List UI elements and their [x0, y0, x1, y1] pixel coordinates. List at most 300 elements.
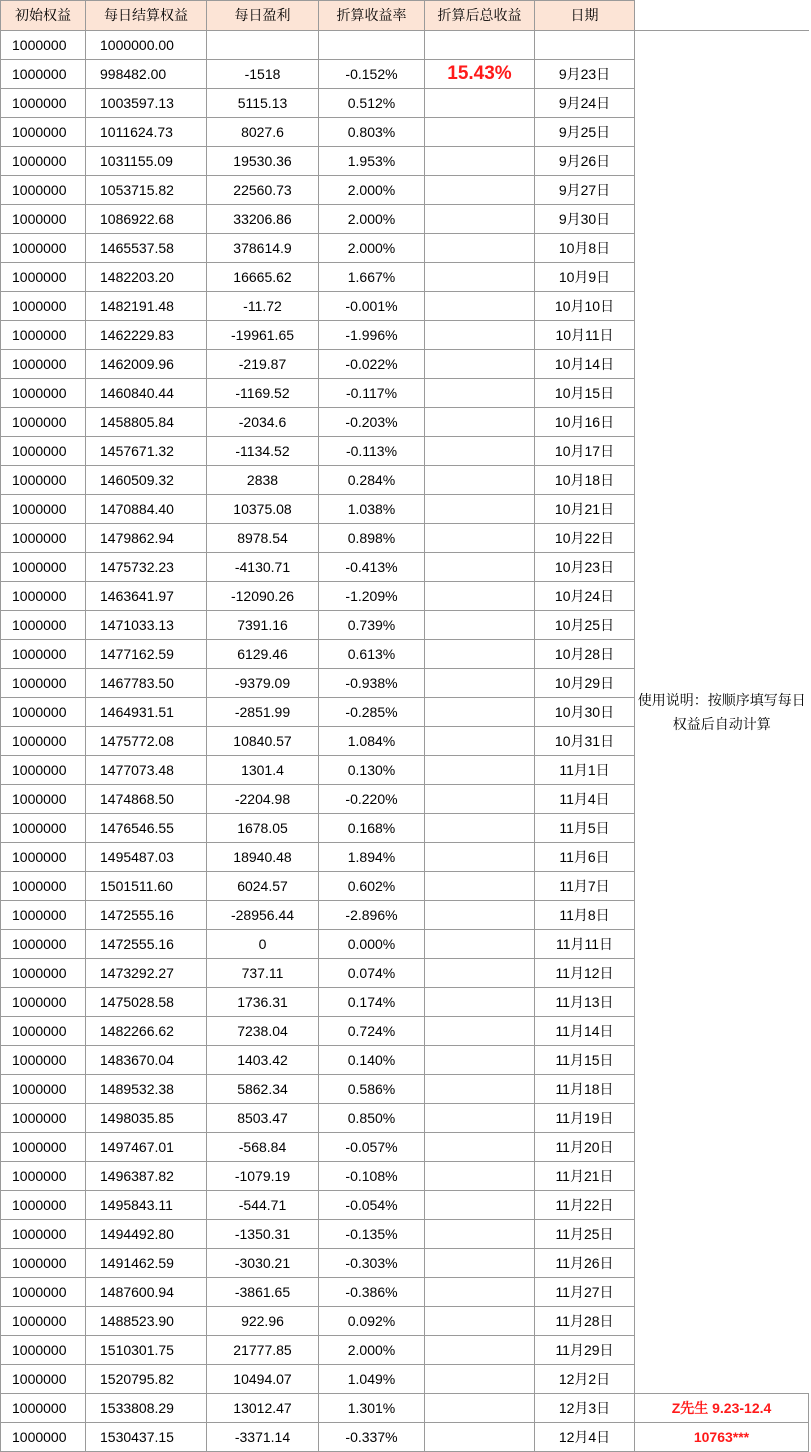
date-cell[interactable]: 10月8日: [535, 234, 635, 263]
column-header-4[interactable]: 折算后总收益: [425, 1, 535, 31]
daily-profit-cell[interactable]: 13012.47: [207, 1394, 319, 1423]
total-return-cell[interactable]: [425, 205, 535, 234]
return-rate-cell[interactable]: 0.140%: [319, 1046, 425, 1075]
settle-equity-cell[interactable]: 1472555.16: [86, 901, 207, 930]
return-rate-cell[interactable]: 1.049%: [319, 1365, 425, 1394]
initial-equity-cell[interactable]: 1000000: [1, 31, 86, 60]
total-return-cell[interactable]: [425, 379, 535, 408]
total-return-cell[interactable]: [425, 1365, 535, 1394]
daily-profit-cell[interactable]: 18940.48: [207, 843, 319, 872]
total-return-cell[interactable]: [425, 1075, 535, 1104]
date-cell[interactable]: 10月24日: [535, 582, 635, 611]
total-return-cell[interactable]: [425, 292, 535, 321]
settle-equity-cell[interactable]: 1520795.82: [86, 1365, 207, 1394]
daily-profit-cell[interactable]: -219.87: [207, 350, 319, 379]
daily-profit-cell[interactable]: 33206.86: [207, 205, 319, 234]
daily-profit-cell[interactable]: -3030.21: [207, 1249, 319, 1278]
daily-profit-cell[interactable]: 8503.47: [207, 1104, 319, 1133]
settle-equity-cell[interactable]: 1471033.13: [86, 611, 207, 640]
date-cell[interactable]: 10月15日: [535, 379, 635, 408]
daily-profit-cell[interactable]: -19961.65: [207, 321, 319, 350]
total-return-cell[interactable]: [425, 1423, 535, 1452]
settle-equity-cell[interactable]: 1495843.11: [86, 1191, 207, 1220]
total-return-cell[interactable]: [425, 1104, 535, 1133]
initial-equity-cell[interactable]: 1000000: [1, 466, 86, 495]
initial-equity-cell[interactable]: 1000000: [1, 495, 86, 524]
return-rate-cell[interactable]: -0.108%: [319, 1162, 425, 1191]
side-column-header[interactable]: [635, 1, 809, 31]
date-cell[interactable]: 10月17日: [535, 437, 635, 466]
total-return-cell[interactable]: [425, 524, 535, 553]
initial-equity-cell[interactable]: 1000000: [1, 1133, 86, 1162]
column-header-5[interactable]: 日期: [535, 1, 635, 31]
return-rate-cell[interactable]: -0.220%: [319, 785, 425, 814]
daily-profit-cell[interactable]: 7391.16: [207, 611, 319, 640]
daily-profit-cell[interactable]: 737.11: [207, 959, 319, 988]
daily-profit-cell[interactable]: 6129.46: [207, 640, 319, 669]
initial-equity-cell[interactable]: 1000000: [1, 263, 86, 292]
return-rate-cell[interactable]: -0.135%: [319, 1220, 425, 1249]
initial-equity-cell[interactable]: 1000000: [1, 727, 86, 756]
date-cell[interactable]: 10月28日: [535, 640, 635, 669]
daily-profit-cell[interactable]: -12090.26: [207, 582, 319, 611]
column-header-0[interactable]: 初始权益: [1, 1, 86, 31]
return-rate-cell[interactable]: -0.054%: [319, 1191, 425, 1220]
return-rate-cell[interactable]: -0.057%: [319, 1133, 425, 1162]
initial-equity-cell[interactable]: 1000000: [1, 205, 86, 234]
initial-equity-cell[interactable]: 1000000: [1, 1249, 86, 1278]
date-cell[interactable]: 11月18日: [535, 1075, 635, 1104]
date-cell[interactable]: 11月7日: [535, 872, 635, 901]
total-return-cell[interactable]: [425, 930, 535, 959]
date-cell[interactable]: 11月15日: [535, 1046, 635, 1075]
date-cell[interactable]: 10月31日: [535, 727, 635, 756]
date-cell[interactable]: 9月23日: [535, 60, 635, 89]
settle-equity-cell[interactable]: 1011624.73: [86, 118, 207, 147]
settle-equity-cell[interactable]: 1489532.38: [86, 1075, 207, 1104]
total-return-cell[interactable]: [425, 582, 535, 611]
initial-equity-cell[interactable]: 1000000: [1, 553, 86, 582]
daily-profit-cell[interactable]: 8027.6: [207, 118, 319, 147]
return-rate-cell[interactable]: -0.386%: [319, 1278, 425, 1307]
settle-equity-cell[interactable]: 1487600.94: [86, 1278, 207, 1307]
date-cell[interactable]: 9月26日: [535, 147, 635, 176]
settle-equity-cell[interactable]: 1482191.48: [86, 292, 207, 321]
settle-equity-cell[interactable]: 1458805.84: [86, 408, 207, 437]
settle-equity-cell[interactable]: 1491462.59: [86, 1249, 207, 1278]
initial-equity-cell[interactable]: 1000000: [1, 1336, 86, 1365]
total-return-cell[interactable]: [425, 466, 535, 495]
settle-equity-cell[interactable]: 1475028.58: [86, 988, 207, 1017]
daily-profit-cell[interactable]: 1301.4: [207, 756, 319, 785]
initial-equity-cell[interactable]: 1000000: [1, 1220, 86, 1249]
date-cell[interactable]: 9月25日: [535, 118, 635, 147]
column-header-1[interactable]: 每日结算权益: [86, 1, 207, 31]
settle-equity-cell[interactable]: 1533808.29: [86, 1394, 207, 1423]
total-return-cell[interactable]: [425, 350, 535, 379]
total-return-cell[interactable]: [425, 872, 535, 901]
return-rate-cell[interactable]: 0.130%: [319, 756, 425, 785]
return-rate-cell[interactable]: 0.613%: [319, 640, 425, 669]
daily-profit-cell[interactable]: 1736.31: [207, 988, 319, 1017]
return-rate-cell[interactable]: 0.739%: [319, 611, 425, 640]
total-return-cell[interactable]: [425, 31, 535, 60]
date-cell[interactable]: 10月16日: [535, 408, 635, 437]
daily-profit-cell[interactable]: -9379.09: [207, 669, 319, 698]
daily-profit-cell[interactable]: 21777.85: [207, 1336, 319, 1365]
daily-profit-cell[interactable]: -3371.14: [207, 1423, 319, 1452]
daily-profit-cell[interactable]: -1350.31: [207, 1220, 319, 1249]
daily-profit-cell[interactable]: 378614.9: [207, 234, 319, 263]
return-rate-cell[interactable]: 1.894%: [319, 843, 425, 872]
settle-equity-cell[interactable]: 1497467.01: [86, 1133, 207, 1162]
total-return-cell[interactable]: [425, 553, 535, 582]
settle-equity-cell[interactable]: 1000000.00: [86, 31, 207, 60]
column-header-3[interactable]: 折算收益率: [319, 1, 425, 31]
daily-profit-cell[interactable]: -4130.71: [207, 553, 319, 582]
date-cell[interactable]: [535, 31, 635, 60]
total-return-cell[interactable]: [425, 756, 535, 785]
date-cell[interactable]: 9月30日: [535, 205, 635, 234]
daily-profit-cell[interactable]: 5862.34: [207, 1075, 319, 1104]
daily-profit-cell[interactable]: -2204.98: [207, 785, 319, 814]
total-return-value[interactable]: 15.43%: [425, 60, 535, 89]
settle-equity-cell[interactable]: 1475732.23: [86, 553, 207, 582]
total-return-cell[interactable]: [425, 437, 535, 466]
total-return-cell[interactable]: [425, 321, 535, 350]
return-rate-cell[interactable]: 1.038%: [319, 495, 425, 524]
total-return-cell[interactable]: [425, 611, 535, 640]
total-return-cell[interactable]: [425, 1278, 535, 1307]
total-return-cell[interactable]: [425, 959, 535, 988]
usage-note[interactable]: 使用说明：按顺序填写每日权益后自动计算: [635, 31, 809, 1394]
settle-equity-cell[interactable]: 1053715.82: [86, 176, 207, 205]
return-rate-cell[interactable]: 0.850%: [319, 1104, 425, 1133]
total-return-cell[interactable]: [425, 1336, 535, 1365]
settle-equity-cell[interactable]: 1463641.97: [86, 582, 207, 611]
date-cell[interactable]: 10月29日: [535, 669, 635, 698]
daily-profit-cell[interactable]: 5115.13: [207, 89, 319, 118]
total-return-cell[interactable]: [425, 640, 535, 669]
initial-equity-cell[interactable]: 1000000: [1, 1104, 86, 1133]
date-cell[interactable]: 11月28日: [535, 1307, 635, 1336]
date-cell[interactable]: 11月21日: [535, 1162, 635, 1191]
settle-equity-cell[interactable]: 1483670.04: [86, 1046, 207, 1075]
author-tag[interactable]: Z先生 9.23-12.4: [635, 1394, 809, 1423]
initial-equity-cell[interactable]: 1000000: [1, 524, 86, 553]
settle-equity-cell[interactable]: 1473292.27: [86, 959, 207, 988]
total-return-cell[interactable]: [425, 234, 535, 263]
initial-equity-cell[interactable]: 1000000: [1, 1017, 86, 1046]
date-cell[interactable]: 10月22日: [535, 524, 635, 553]
return-rate-cell[interactable]: -1.996%: [319, 321, 425, 350]
date-cell[interactable]: 11月20日: [535, 1133, 635, 1162]
return-rate-cell[interactable]: 0.512%: [319, 89, 425, 118]
initial-equity-cell[interactable]: 1000000: [1, 640, 86, 669]
settle-equity-cell[interactable]: 1482266.62: [86, 1017, 207, 1046]
return-rate-cell[interactable]: 0.803%: [319, 118, 425, 147]
account-id[interactable]: 10763***: [635, 1423, 809, 1452]
total-return-cell[interactable]: [425, 843, 535, 872]
date-cell[interactable]: 11月4日: [535, 785, 635, 814]
total-return-cell[interactable]: [425, 814, 535, 843]
date-cell[interactable]: 10月14日: [535, 350, 635, 379]
initial-equity-cell[interactable]: 1000000: [1, 118, 86, 147]
daily-profit-cell[interactable]: -544.71: [207, 1191, 319, 1220]
date-cell[interactable]: 11月29日: [535, 1336, 635, 1365]
return-rate-cell[interactable]: -0.337%: [319, 1423, 425, 1452]
date-cell[interactable]: 11月8日: [535, 901, 635, 930]
return-rate-cell[interactable]: -1.209%: [319, 582, 425, 611]
initial-equity-cell[interactable]: 1000000: [1, 89, 86, 118]
date-cell[interactable]: 10月23日: [535, 553, 635, 582]
return-rate-cell[interactable]: 1.667%: [319, 263, 425, 292]
return-rate-cell[interactable]: 1.084%: [319, 727, 425, 756]
return-rate-cell[interactable]: 0.168%: [319, 814, 425, 843]
total-return-cell[interactable]: [425, 1162, 535, 1191]
daily-profit-cell[interactable]: 6024.57: [207, 872, 319, 901]
date-cell[interactable]: 11月19日: [535, 1104, 635, 1133]
settle-equity-cell[interactable]: 1462009.96: [86, 350, 207, 379]
daily-profit-cell[interactable]: -1169.52: [207, 379, 319, 408]
daily-profit-cell[interactable]: 1678.05: [207, 814, 319, 843]
return-rate-cell[interactable]: -0.152%: [319, 60, 425, 89]
initial-equity-cell[interactable]: 1000000: [1, 988, 86, 1017]
return-rate-cell[interactable]: 0.174%: [319, 988, 425, 1017]
settle-equity-cell[interactable]: 1495487.03: [86, 843, 207, 872]
date-cell[interactable]: 10月18日: [535, 466, 635, 495]
date-cell[interactable]: 11月13日: [535, 988, 635, 1017]
settle-equity-cell[interactable]: 1003597.13: [86, 89, 207, 118]
date-cell[interactable]: 11月26日: [535, 1249, 635, 1278]
initial-equity-cell[interactable]: 1000000: [1, 1423, 86, 1452]
return-rate-cell[interactable]: -0.203%: [319, 408, 425, 437]
date-cell[interactable]: 11月22日: [535, 1191, 635, 1220]
date-cell[interactable]: 12月3日: [535, 1394, 635, 1423]
date-cell[interactable]: 11月1日: [535, 756, 635, 785]
daily-profit-cell[interactable]: 19530.36: [207, 147, 319, 176]
settle-equity-cell[interactable]: 1467783.50: [86, 669, 207, 698]
total-return-cell[interactable]: [425, 988, 535, 1017]
initial-equity-cell[interactable]: 1000000: [1, 321, 86, 350]
total-return-cell[interactable]: [425, 495, 535, 524]
initial-equity-cell[interactable]: 1000000: [1, 698, 86, 727]
date-cell[interactable]: 9月27日: [535, 176, 635, 205]
return-rate-cell[interactable]: 0.074%: [319, 959, 425, 988]
column-header-2[interactable]: 每日盈利: [207, 1, 319, 31]
settle-equity-cell[interactable]: 1496387.82: [86, 1162, 207, 1191]
settle-equity-cell[interactable]: 1472555.16: [86, 930, 207, 959]
return-rate-cell[interactable]: 0.724%: [319, 1017, 425, 1046]
settle-equity-cell[interactable]: 1530437.15: [86, 1423, 207, 1452]
settle-equity-cell[interactable]: 1475772.08: [86, 727, 207, 756]
daily-profit-cell[interactable]: 2838: [207, 466, 319, 495]
initial-equity-cell[interactable]: 1000000: [1, 959, 86, 988]
total-return-cell[interactable]: [425, 1046, 535, 1075]
return-rate-cell[interactable]: -0.117%: [319, 379, 425, 408]
total-return-cell[interactable]: [425, 263, 535, 292]
daily-profit-cell[interactable]: -568.84: [207, 1133, 319, 1162]
date-cell[interactable]: 12月4日: [535, 1423, 635, 1452]
total-return-cell[interactable]: [425, 408, 535, 437]
return-rate-cell[interactable]: 2.000%: [319, 234, 425, 263]
settle-equity-cell[interactable]: 1501511.60: [86, 872, 207, 901]
return-rate-cell[interactable]: 0.092%: [319, 1307, 425, 1336]
daily-profit-cell[interactable]: -11.72: [207, 292, 319, 321]
date-cell[interactable]: 10月21日: [535, 495, 635, 524]
initial-equity-cell[interactable]: 1000000: [1, 176, 86, 205]
total-return-cell[interactable]: [425, 118, 535, 147]
daily-profit-cell[interactable]: 922.96: [207, 1307, 319, 1336]
initial-equity-cell[interactable]: 1000000: [1, 930, 86, 959]
initial-equity-cell[interactable]: 1000000: [1, 437, 86, 466]
return-rate-cell[interactable]: 2.000%: [319, 1336, 425, 1365]
initial-equity-cell[interactable]: 1000000: [1, 408, 86, 437]
date-cell[interactable]: 10月25日: [535, 611, 635, 640]
total-return-cell[interactable]: [425, 901, 535, 930]
return-rate-cell[interactable]: -2.896%: [319, 901, 425, 930]
date-cell[interactable]: 10月9日: [535, 263, 635, 292]
total-return-cell[interactable]: [425, 727, 535, 756]
return-rate-cell[interactable]: 1.301%: [319, 1394, 425, 1423]
daily-profit-cell[interactable]: 7238.04: [207, 1017, 319, 1046]
settle-equity-cell[interactable]: 1031155.09: [86, 147, 207, 176]
date-cell[interactable]: 9月24日: [535, 89, 635, 118]
date-cell[interactable]: 11月12日: [535, 959, 635, 988]
daily-profit-cell[interactable]: -2034.6: [207, 408, 319, 437]
total-return-cell[interactable]: [425, 1017, 535, 1046]
date-cell[interactable]: 10月30日: [535, 698, 635, 727]
settle-equity-cell[interactable]: 1465537.58: [86, 234, 207, 263]
settle-equity-cell[interactable]: 1479862.94: [86, 524, 207, 553]
total-return-cell[interactable]: [425, 1133, 535, 1162]
initial-equity-cell[interactable]: 1000000: [1, 60, 86, 89]
return-rate-cell[interactable]: 0.586%: [319, 1075, 425, 1104]
daily-profit-cell[interactable]: -1079.19: [207, 1162, 319, 1191]
initial-equity-cell[interactable]: 1000000: [1, 292, 86, 321]
date-cell[interactable]: 10月11日: [535, 321, 635, 350]
daily-profit-cell[interactable]: 10375.08: [207, 495, 319, 524]
initial-equity-cell[interactable]: 1000000: [1, 1046, 86, 1075]
date-cell[interactable]: 11月25日: [535, 1220, 635, 1249]
daily-profit-cell[interactable]: -2851.99: [207, 698, 319, 727]
daily-profit-cell[interactable]: 16665.62: [207, 263, 319, 292]
settle-equity-cell[interactable]: 1474868.50: [86, 785, 207, 814]
daily-profit-cell[interactable]: 8978.54: [207, 524, 319, 553]
settle-equity-cell[interactable]: 998482.00: [86, 60, 207, 89]
return-rate-cell[interactable]: -0.113%: [319, 437, 425, 466]
settle-equity-cell[interactable]: 1482203.20: [86, 263, 207, 292]
initial-equity-cell[interactable]: 1000000: [1, 901, 86, 930]
settle-equity-cell[interactable]: 1460509.32: [86, 466, 207, 495]
settle-equity-cell[interactable]: 1488523.90: [86, 1307, 207, 1336]
daily-profit-cell[interactable]: -3861.65: [207, 1278, 319, 1307]
settle-equity-cell[interactable]: 1470884.40: [86, 495, 207, 524]
date-cell[interactable]: 12月2日: [535, 1365, 635, 1394]
initial-equity-cell[interactable]: 1000000: [1, 843, 86, 872]
return-rate-cell[interactable]: -0.285%: [319, 698, 425, 727]
initial-equity-cell[interactable]: 1000000: [1, 669, 86, 698]
initial-equity-cell[interactable]: 1000000: [1, 1365, 86, 1394]
return-rate-cell[interactable]: 0.000%: [319, 930, 425, 959]
total-return-cell[interactable]: [425, 147, 535, 176]
total-return-cell[interactable]: [425, 1249, 535, 1278]
total-return-cell[interactable]: [425, 785, 535, 814]
return-rate-cell[interactable]: -0.022%: [319, 350, 425, 379]
initial-equity-cell[interactable]: 1000000: [1, 1278, 86, 1307]
settle-equity-cell[interactable]: 1476546.55: [86, 814, 207, 843]
settle-equity-cell[interactable]: 1464931.51: [86, 698, 207, 727]
daily-profit-cell[interactable]: 0: [207, 930, 319, 959]
daily-profit-cell[interactable]: -1134.52: [207, 437, 319, 466]
date-cell[interactable]: 11月6日: [535, 843, 635, 872]
initial-equity-cell[interactable]: 1000000: [1, 611, 86, 640]
return-rate-cell[interactable]: [319, 31, 425, 60]
settle-equity-cell[interactable]: 1498035.85: [86, 1104, 207, 1133]
daily-profit-cell[interactable]: 1403.42: [207, 1046, 319, 1075]
settle-equity-cell[interactable]: 1086922.68: [86, 205, 207, 234]
settle-equity-cell[interactable]: 1457671.32: [86, 437, 207, 466]
date-cell[interactable]: 10月10日: [535, 292, 635, 321]
total-return-cell[interactable]: [425, 1307, 535, 1336]
initial-equity-cell[interactable]: 1000000: [1, 350, 86, 379]
total-return-cell[interactable]: [425, 1394, 535, 1423]
settle-equity-cell[interactable]: 1460840.44: [86, 379, 207, 408]
initial-equity-cell[interactable]: 1000000: [1, 1075, 86, 1104]
settle-equity-cell[interactable]: 1462229.83: [86, 321, 207, 350]
return-rate-cell[interactable]: 0.284%: [319, 466, 425, 495]
total-return-cell[interactable]: [425, 1220, 535, 1249]
return-rate-cell[interactable]: -0.001%: [319, 292, 425, 321]
initial-equity-cell[interactable]: 1000000: [1, 785, 86, 814]
return-rate-cell[interactable]: -0.938%: [319, 669, 425, 698]
initial-equity-cell[interactable]: 1000000: [1, 1307, 86, 1336]
initial-equity-cell[interactable]: 1000000: [1, 234, 86, 263]
date-cell[interactable]: 11月14日: [535, 1017, 635, 1046]
settle-equity-cell[interactable]: 1477073.48: [86, 756, 207, 785]
date-cell[interactable]: 11月11日: [535, 930, 635, 959]
return-rate-cell[interactable]: 0.898%: [319, 524, 425, 553]
daily-profit-cell[interactable]: 10494.07: [207, 1365, 319, 1394]
initial-equity-cell[interactable]: 1000000: [1, 147, 86, 176]
initial-equity-cell[interactable]: 1000000: [1, 1191, 86, 1220]
total-return-cell[interactable]: [425, 89, 535, 118]
settle-equity-cell[interactable]: 1510301.75: [86, 1336, 207, 1365]
settle-equity-cell[interactable]: 1477162.59: [86, 640, 207, 669]
return-rate-cell[interactable]: 2.000%: [319, 205, 425, 234]
return-rate-cell[interactable]: 1.953%: [319, 147, 425, 176]
daily-profit-cell[interactable]: -1518: [207, 60, 319, 89]
date-cell[interactable]: 11月27日: [535, 1278, 635, 1307]
initial-equity-cell[interactable]: 1000000: [1, 872, 86, 901]
initial-equity-cell[interactable]: 1000000: [1, 379, 86, 408]
settle-equity-cell[interactable]: 1494492.80: [86, 1220, 207, 1249]
daily-profit-cell[interactable]: 10840.57: [207, 727, 319, 756]
initial-equity-cell[interactable]: 1000000: [1, 1394, 86, 1423]
date-cell[interactable]: 11月5日: [535, 814, 635, 843]
total-return-cell[interactable]: [425, 1191, 535, 1220]
daily-profit-cell[interactable]: 22560.73: [207, 176, 319, 205]
initial-equity-cell[interactable]: 1000000: [1, 1162, 86, 1191]
return-rate-cell[interactable]: -0.303%: [319, 1249, 425, 1278]
total-return-cell[interactable]: [425, 176, 535, 205]
initial-equity-cell[interactable]: 1000000: [1, 582, 86, 611]
return-rate-cell[interactable]: -0.413%: [319, 553, 425, 582]
daily-profit-cell[interactable]: -28956.44: [207, 901, 319, 930]
return-rate-cell[interactable]: 0.602%: [319, 872, 425, 901]
total-return-cell[interactable]: [425, 669, 535, 698]
daily-profit-cell[interactable]: [207, 31, 319, 60]
